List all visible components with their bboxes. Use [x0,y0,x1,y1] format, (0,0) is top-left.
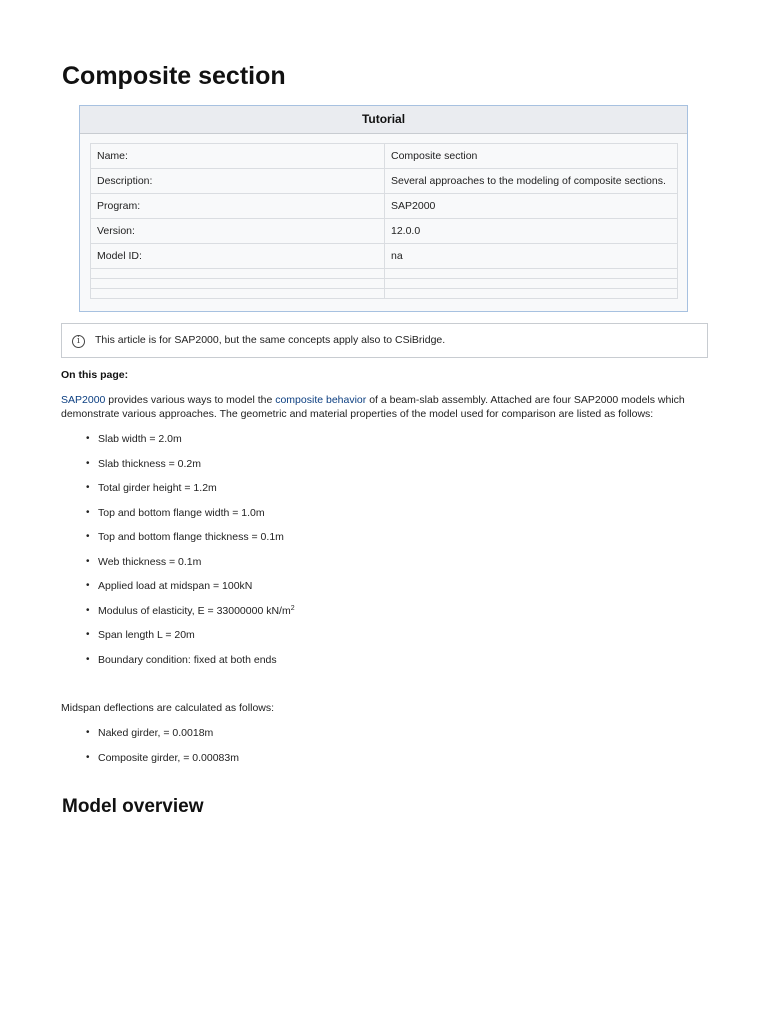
infobox-header: Tutorial [80,106,687,134]
intro-paragraph [61,393,701,421]
bullet-icon: • [86,457,90,469]
list-item [0,726,239,751]
list-item-text: Span length L = 20m [98,629,195,641]
infobox-key: Program: [91,194,385,219]
infobox-value: Several approaches to the modeling of composite sections. [385,169,678,194]
section-title-model-overview: Model overview [62,796,204,817]
infobox-key: Description: [91,169,385,194]
list-item [0,530,295,555]
infobox-row-empty [91,289,678,299]
infobox-value: SAP2000 [385,194,678,219]
intro-text: provides various ways to model the [105,394,276,406]
list-item [0,751,239,776]
deflections-list [0,726,239,775]
infobox-table [90,143,678,299]
bullet-icon: • [86,580,90,591]
infobox-key: Name: [91,144,385,169]
list-item-text: Modulus of elasticity, E = 33000000 kN/m [98,604,291,617]
list-item [0,628,295,653]
list-item [0,506,295,531]
list-item [0,457,295,482]
info-note-text: This article is for SAP2000, but the same concepts apply also to CSiBridge. [95,334,446,346]
infobox-value: Composite section [385,144,678,169]
infobox-row-empty [91,269,678,279]
bullet-icon: • [86,482,90,493]
info-note [61,323,708,358]
infobox-row-description [91,169,678,194]
list-item [0,555,295,580]
bullet-icon: • [86,555,90,567]
superscript: 2 [290,604,295,612]
bullet-icon: • [86,433,90,444]
sap2000-link[interactable]: SAP2000 [61,394,106,406]
list-item [0,432,295,457]
list-item-text: Naked girder, = 0.0018m [98,727,214,739]
bullet-icon: • [86,727,90,738]
composite-behavior-link[interactable]: composite behavior [275,394,367,406]
bullet-icon: • [86,531,90,542]
list-item-text: Top and bottom flange width = 1.0m [98,506,265,519]
list-item-text: Total girder height = 1.2m [98,482,217,494]
tutorial-infobox [79,105,688,312]
midspan-text: Midspan deflections are calculated as follows: [61,702,275,714]
infobox-row-version [91,219,678,244]
bullet-icon: • [86,629,90,640]
list-item [0,604,295,629]
infobox-key: Model ID: [91,244,385,269]
list-item [0,653,295,678]
intro-text: of a beam-slab assembly. Attached are four SAP2000 models which demonstrate various approaches. The geometric and material properties of the model used for comparison are listed as follows: [61,394,685,420]
infobox-row-program [91,194,678,219]
list-item-text: Composite girder, = 0.00083m [98,751,239,764]
list-item [0,481,295,506]
list-item-text: Slab width = 2.0m [98,433,182,445]
infobox-row-model-id [91,244,678,269]
list-item-text: Boundary condition: fixed at both ends [98,653,277,666]
list-item [0,579,295,604]
list-item-text: Web thickness = 0.1m [98,555,202,568]
infobox-key: Version: [91,219,385,244]
info-icon: i [72,335,85,348]
list-item-text: Top and bottom flange thickness = 0.1m [98,531,284,543]
list-item-text: Applied load at midspan = 100kN [98,580,253,592]
infobox-value: 12.0.0 [385,219,678,244]
bullet-icon: • [86,506,90,518]
bullet-icon: • [86,604,90,616]
on-this-page-label: On this page: [61,369,129,381]
bullet-icon: • [86,751,90,763]
infobox-row-empty [91,279,678,289]
page-title: Composite section [62,62,286,90]
list-item-text: Slab thickness = 0.2m [98,457,202,470]
properties-list [0,432,295,677]
infobox-value: na [385,244,678,269]
infobox-row-name [91,144,678,169]
bullet-icon: • [86,653,90,665]
